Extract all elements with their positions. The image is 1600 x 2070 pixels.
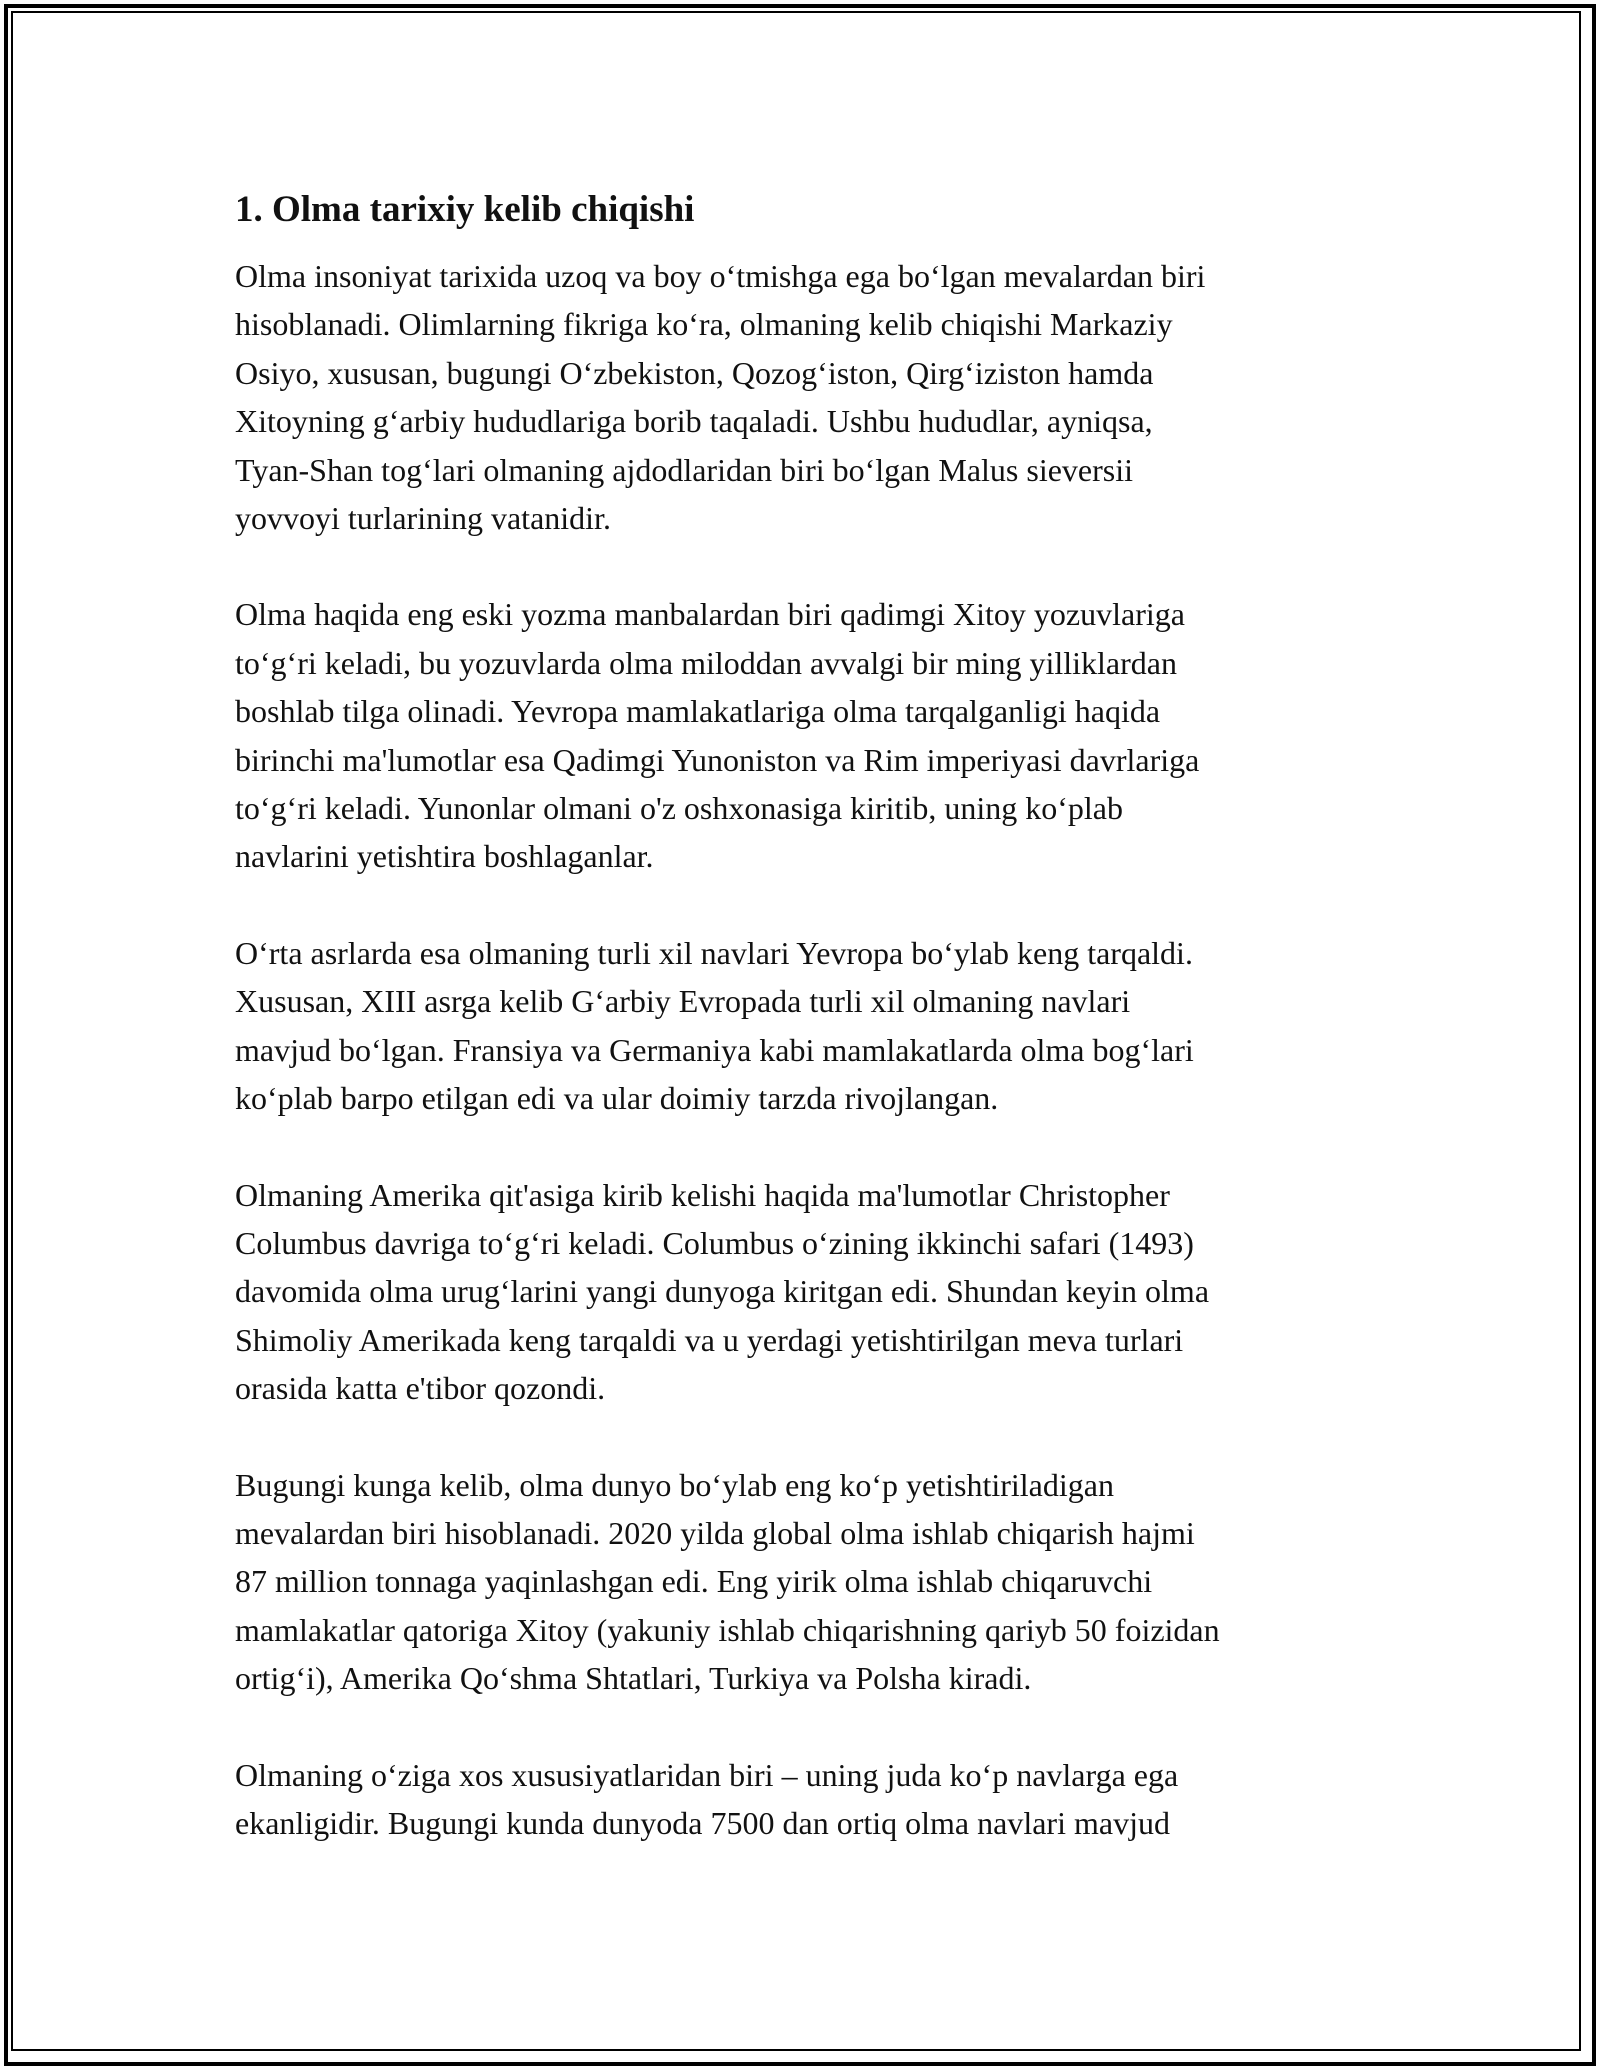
text-line: ko‘plab barpo etilgan edi va ular doimiy tarzda rivojlangan. [235,1080,999,1117]
text-line: to‘g‘ri keladi, bu yozuvlarda olma miloddan avvalgi bir ming yilliklardan [235,644,1177,681]
text-line: Shimoliy Amerikada keng tarqaldi va u yerdagi yetishtirilgan meva turlari [235,1321,1184,1358]
text-line: yovvoyi turlarining vatanidir. [235,500,611,537]
text-line: birinchi ma'lumotlar esa Qadimgi Yunoniston va Rim imperiyasi davrlariga [235,741,1200,778]
text-line: Xitoyning g‘arbiy hududlariga borib taqaladi. Ushbu hududlar, ayniqsa, [235,403,1153,440]
text-line: Olmaning Amerika qit'asiga kirib kelishi haqida ma'lumotlar Christopher [235,1176,1170,1213]
text-line: davomida olma urug‘larini yangi dunyoga kiritgan edi. Shundan keyin olma [235,1273,1210,1310]
paragraph-4 [235,1171,1375,1413]
text-line: Osiyo, xususan, bugungi O‘zbekiston, Qozog‘iston, Qirg‘iziston hamda [235,354,1154,391]
text-line: Xususan, XIII asrga kelib G‘arbiy Evropada turli xil olmaning navlari [235,983,1131,1020]
text-line: ekanligidir. Bugungi kunda dunyoda 7500 dan ortiq olma navlari mavjud [235,1804,1170,1841]
text-line: boshlab tilga olinadi. Yevropa mamlakatlariga olma tarqalganligi haqida [235,693,1161,730]
paragraph-6 [235,1751,1375,1848]
paragraph-1 [235,252,1375,542]
paragraph-3 [235,929,1375,1123]
text-line: mevalardan biri hisoblanadi. 2020 yilda global olma ishlab chiqarish hajmi [235,1514,1195,1551]
text-line: ortig‘i), Amerika Qo‘shma Shtatlari, Turkiya va Polsha kiradi. [235,1660,1032,1697]
paragraph-5 [235,1461,1375,1703]
text-line: Columbus davriga to‘g‘ri keladi. Columbus o‘zining ikkinchi safari (1493) [235,1224,1194,1261]
section-heading: 1. Olma tarixiy kelib chiqishi [235,189,695,230]
text-line: Bugungi kunga kelib, olma dunyo bo‘ylab eng ko‘p yetishtiriladigan [235,1466,1114,1503]
text-line: orasida katta e'tibor qozondi. [235,1370,606,1407]
text-line: Tyan-Shan tog‘lari olmaning ajdodlaridan biri bo‘lgan Malus sieversii [235,451,1133,488]
text-line: Olma haqida eng eski yozma manbalardan biri qadimgi Xitoy yozuvlariga [235,596,1185,633]
text-line: 87 million tonnaga yaqinlashgan edi. Eng yirik olma ishlab chiqaruvchi [235,1563,1153,1600]
text-line: Olmaning o‘ziga xos xususiyatlaridan biri – uning juda ko‘p navlarga ega [235,1756,1179,1793]
text-line: Olma insoniyat tarixida uzoq va boy o‘tmishga ega bo‘lgan mevalardan biri [235,258,1206,294]
text-line: to‘g‘ri keladi. Yunonlar olmani o'z oshxonasiga kiritib, uning ko‘plab [235,790,1123,827]
text-line: O‘rta asrlarda esa olmaning turli xil navlari Yevropa bo‘ylab keng tarqaldi. [235,934,1193,971]
text-line: mavjud bo‘lgan. Fransiya va Germaniya kabi mamlakatlarda olma bog‘lari [235,1031,1194,1068]
paragraph-2 [235,590,1375,880]
text-line: hisoblanadi. Olimlarning fikriga ko‘ra, olmaning kelib chiqishi Markaziy [235,306,1173,343]
text-line: mamlakatlar qatoriga Xitoy (yakuniy ishlab chiqarishning qariyb 50 foizidan [235,1611,1220,1648]
text-line: navlarini yetishtira boshlaganlar. [235,838,654,875]
document-body [235,186,1375,1895]
